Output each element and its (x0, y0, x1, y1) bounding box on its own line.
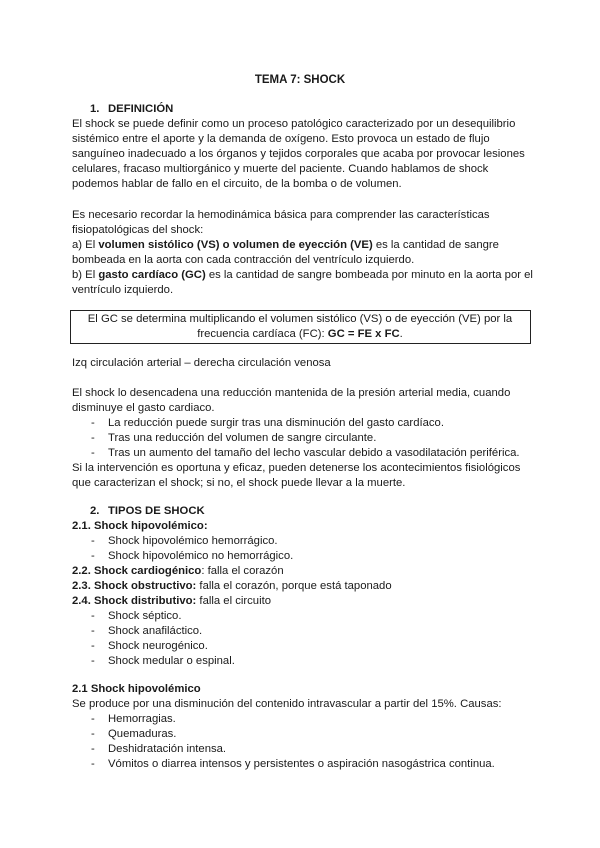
bullet-dash: - (91, 728, 95, 740)
list-item (108, 742, 226, 756)
bullet-dash: - (91, 743, 95, 755)
text-segment: Se produce por una disminución del contenido intravascular a partir del 15%. Causas: (72, 698, 502, 710)
list-item (108, 757, 495, 771)
paragraph-line (72, 162, 488, 176)
text-segment: Vómitos o diarrea intensos y persistentes o aspiración nasogástrica continua. (108, 758, 495, 770)
list-item (108, 712, 176, 726)
text-segment: a) El (72, 239, 99, 251)
list-item (108, 639, 208, 653)
text-segment: Hemorragias. (108, 713, 176, 725)
paragraph-line (72, 268, 533, 282)
list-item (108, 609, 181, 623)
bullet-dash: - (91, 447, 95, 459)
text-segment: Tras una reducción del volumen de sangre circulante. (108, 432, 377, 444)
text-segment: TIPOS DE SHOCK (108, 505, 205, 517)
paragraph-line (72, 208, 490, 222)
text-segment: fisiopatológicas del shock: (72, 224, 204, 236)
text-segment: : falla el corazón (201, 565, 284, 577)
text-segment: Quemaduras. (108, 728, 177, 740)
text-segment: Shock séptico. (108, 610, 182, 622)
bullet-dash: - (91, 550, 95, 562)
bold-text: 2.1. Shock hipovolémico: (72, 520, 208, 532)
formula-text-line (72, 327, 528, 341)
paragraph-line (72, 238, 499, 252)
text-segment: que caracterizan el shock; si no, el shock puede llevar a la muerte. (72, 477, 406, 489)
text-segment: Shock hipovolémico hemorrágico. (108, 535, 278, 547)
bold-text: GC = FE x FC (327, 328, 400, 340)
section-heading (108, 504, 205, 518)
paragraph-line (72, 519, 208, 533)
bullet-dash: - (91, 625, 95, 637)
list-item (108, 431, 376, 445)
text-segment: sanguíneo inadecuado a los órganos y tejidos corporales que acaba por provocar lesiones (72, 148, 525, 160)
text-segment: El GC se determina multiplicando el volumen sistólico (VS) o de eyección (VE) por la (87, 313, 513, 325)
text-segment: frecuencia cardíaca (FC): (197, 328, 328, 340)
paragraph-line (72, 253, 414, 267)
text-segment: podemos hablar de fallo en el circuito, de la bomba o de volumen. (72, 178, 402, 190)
formula-text-line (72, 312, 528, 326)
text-segment: Shock hipovolémico no hemorrágico. (108, 550, 294, 562)
paragraph-line (72, 132, 490, 146)
section-number: 2. (90, 505, 100, 517)
text-segment: falla el corazón, porque está taponado (196, 580, 392, 592)
bullet-dash: - (91, 640, 95, 652)
bullet-dash: - (91, 758, 95, 770)
text-segment: b) El (72, 269, 99, 281)
text-segment: Shock neurogénico. (108, 640, 208, 652)
bullet-dash: - (91, 535, 95, 547)
text-segment: La reducción puede surgir tras una disminución del gasto cardíaco. (108, 417, 444, 429)
section-heading (108, 102, 173, 116)
text-segment: Si la intervención es oportuna y eficaz, pueden detenerse los acontecimientos fisiológicos (72, 462, 521, 474)
bold-text: gasto cardíaco (GC) (98, 269, 206, 281)
paragraph-line (72, 697, 502, 711)
paragraph-line (72, 356, 331, 370)
bold-text: 2.1 Shock hipovolémico (72, 683, 201, 695)
list-item (108, 549, 293, 563)
text-segment: Shock medular o espinal. (108, 655, 235, 667)
paragraph-line (72, 386, 510, 400)
text-segment: Izq circulación arterial – derecha circulación venosa (72, 357, 331, 369)
paragraph-line (72, 223, 203, 237)
paragraph-line (72, 564, 284, 578)
list-item (108, 416, 444, 430)
text-segment: . (399, 328, 403, 340)
text-segment: falla el circuito (196, 595, 272, 607)
paragraph-line (72, 147, 525, 161)
text-segment: Es necesario recordar la hemodinámica básica para comprender las características (72, 209, 490, 221)
section-number: 1. (90, 103, 100, 115)
text-segment: Deshidratación intensa. (108, 743, 227, 755)
text-segment: celulares, fracaso multiorgánico y muerte del paciente. Cuando hablamos de shock (72, 163, 489, 175)
text-segment: disminuye el gasto cardiaco. (72, 402, 215, 414)
list-item (108, 727, 176, 741)
paragraph-line (72, 401, 215, 415)
text-segment: El shock se puede definir como un proceso patológico caracterizado por un desequilibrio (72, 118, 516, 130)
paragraph-line (72, 117, 515, 131)
list-item (108, 624, 202, 638)
list-item (108, 446, 520, 460)
text-segment: sistémico entre el aporte y la demanda de oxígeno. Esto provoca un estado de flujo (72, 133, 490, 145)
text-segment: bombeada en la aorta con cada contracción del ventrículo izquierdo. (72, 254, 415, 266)
paragraph-line (72, 682, 201, 696)
bullet-dash: - (91, 655, 95, 667)
bold-text: 2.2. Shock cardiogénico (72, 565, 202, 577)
list-item (108, 534, 278, 548)
paragraph-line (72, 476, 405, 490)
list-item (108, 654, 235, 668)
text-segment: es la cantidad de sangre bombeada por minuto en la aorta por el (205, 269, 533, 281)
bold-text: volumen sistólico (VS) o volumen de eyección (VE) (98, 239, 373, 251)
paragraph-line (72, 177, 402, 191)
text-segment: ventrículo izquierdo. (72, 284, 174, 296)
text-segment: DEFINICIÓN (108, 103, 174, 115)
document-title: TEMA 7: SHOCK (254, 74, 346, 86)
paragraph-line (72, 461, 520, 475)
bullet-dash: - (91, 713, 95, 725)
bullet-dash: - (91, 417, 95, 429)
bullet-dash: - (91, 432, 95, 444)
text-segment: Shock anafiláctico. (108, 625, 203, 637)
paragraph-line (72, 283, 173, 297)
paragraph-line (72, 579, 392, 593)
bullet-dash: - (91, 610, 95, 622)
bold-text: 2.3. Shock obstructivo: (72, 580, 197, 592)
text-segment: El shock lo desencadena una reducción mantenida de la presión arterial media, cuando (72, 387, 511, 399)
text-segment: Tras un aumento del tamaño del lecho vascular debido a vasodilatación periférica. (108, 447, 520, 459)
paragraph-line (72, 594, 271, 608)
bold-text: 2.4. Shock distributivo: (72, 595, 197, 607)
text-segment: es la cantidad de sangre (372, 239, 499, 251)
